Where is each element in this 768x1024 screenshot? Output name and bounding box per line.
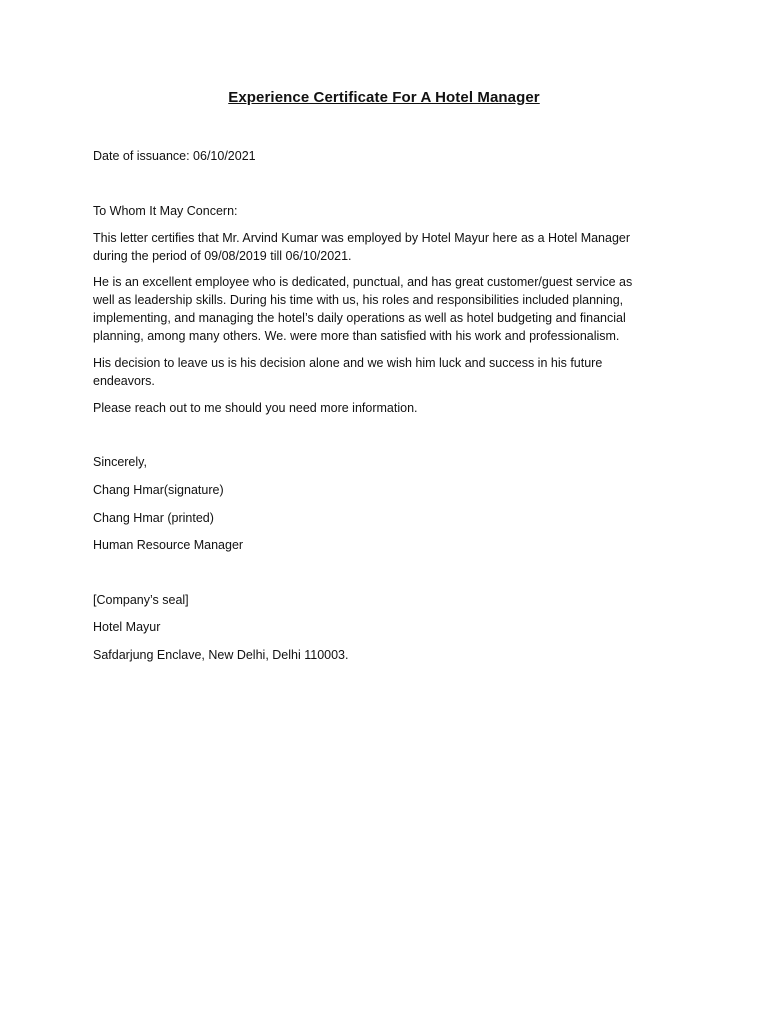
paragraph-line: well as leadership skills. During his time with us, his roles and responsibilities included planning, bbox=[93, 293, 624, 307]
issuance-date: Date of issuance: 06/10/2021 bbox=[93, 149, 256, 163]
paragraph-line: planning, among many others. We. were more than satisfied with his work and professionalism. bbox=[93, 329, 620, 343]
paragraph-line: implementing, and managing the hotel’s daily operations as well as hotel budgeting and financial bbox=[93, 311, 626, 325]
paragraph-line: He is an excellent employee who is dedicated, punctual, and has great customer/guest service as bbox=[93, 275, 633, 289]
paragraph-farewell bbox=[93, 354, 673, 390]
signer-position: Human Resource Manager bbox=[93, 538, 244, 552]
paragraph-contact: Please reach out to me should you need more information. bbox=[93, 401, 418, 415]
paragraph-line: endeavors. bbox=[93, 374, 155, 388]
paragraph-line: This letter certifies that Mr. Arvind Kumar was employed by Hotel Mayur here as a Hotel Manager bbox=[93, 231, 631, 245]
signature: Chang Hmar(signature) bbox=[93, 483, 224, 497]
document-title: Experience Certificate For A Hotel Manager bbox=[228, 89, 540, 106]
paragraph-line: during the period of 09/08/2019 till 06/10/2021. bbox=[93, 249, 352, 263]
paragraph-qualities bbox=[93, 273, 673, 345]
paragraph-employment bbox=[93, 229, 673, 265]
closing: Sincerely, bbox=[93, 455, 147, 469]
company-address: Safdarjung Enclave, New Delhi, Delhi 110003. bbox=[93, 648, 349, 662]
company-name: Hotel Mayur bbox=[93, 620, 161, 634]
paragraph-line: His decision to leave us is his decision alone and we wish him luck and success in his future bbox=[93, 356, 603, 370]
salutation: To Whom It May Concern: bbox=[93, 204, 238, 218]
printed-name: Chang Hmar (printed) bbox=[93, 511, 214, 525]
company-seal: [Company’s seal] bbox=[93, 593, 189, 607]
